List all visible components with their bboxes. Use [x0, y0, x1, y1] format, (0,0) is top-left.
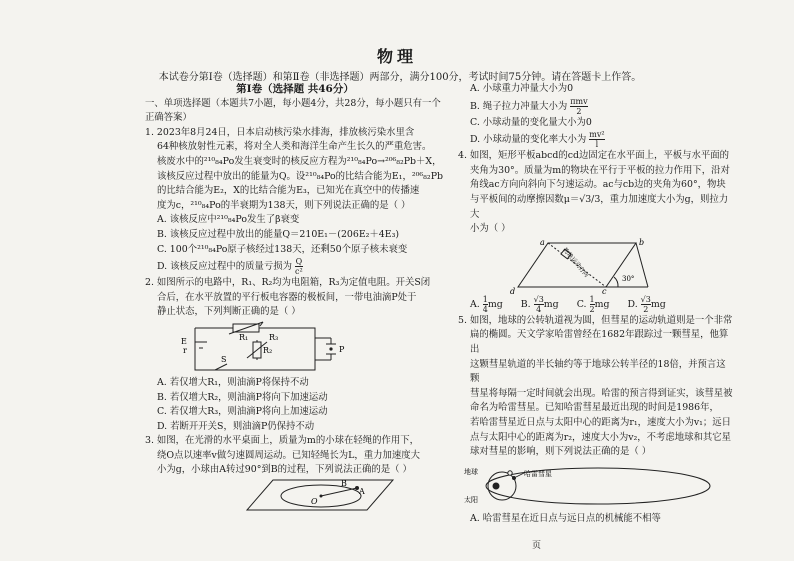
label-earth: 地球 — [464, 467, 478, 476]
q3-option-b — [458, 97, 733, 116]
q1-option-d-fraction — [295, 257, 303, 276]
fraction-denominator: c² — [295, 267, 303, 277]
q4-options-row — [458, 295, 733, 314]
q2-option-a: A. 若仅增大R₁，则油滴P将保持不动 — [157, 376, 309, 388]
q1-option-b: B. 该核反应过程中放出的能量Q＝210E₁－(206E₂＋4E₃) — [157, 228, 400, 240]
label-r1: R₁ — [239, 332, 249, 342]
fraction-numerator: √3 — [640, 294, 651, 304]
question-5 — [458, 314, 733, 527]
q5-option-a: A. 哈雷彗星在近日点与远日点的机械能不相等 — [470, 512, 661, 524]
q4-line: 夹角为30°。质量为m的物块在平行于平板的拉力作用下，沿对 — [470, 164, 730, 176]
q5-line: 这颗彗星轨道的半长轴约等于地球公转半径的18倍，并预言这颗 — [470, 358, 726, 385]
q3-option-d-fraction — [589, 130, 604, 149]
fraction-numerator: 1 — [482, 294, 488, 304]
part1-title: 第Ⅰ卷（选择题 共46分） — [236, 83, 354, 95]
question-4 — [458, 149, 733, 314]
q5-line: 点与太阳中心的距离为r₂，速度大小为v₂，不考虑地球和其它星 — [470, 431, 732, 443]
fraction-numerator: Q — [295, 257, 303, 267]
q3-option-a: A. 小球重力冲量大小为0 — [470, 83, 574, 94]
right-column — [458, 82, 733, 526]
q4-incline-plate-diagram — [458, 237, 733, 295]
q2-option-d: D. 若断开开关S，则油滴P仍保持不动 — [157, 420, 315, 432]
q5-line: 若哈雷彗星近日点与太阳中心的距离为r₁，速度大小为v₁；远日 — [470, 416, 732, 428]
label-comet: 哈雷彗星 — [524, 469, 552, 478]
option-fraction — [641, 295, 651, 314]
label-r2: R₂ — [263, 345, 273, 355]
q5-line: 球对彗星的影响，则下列说法正确的是（ ） — [470, 446, 652, 458]
fraction-denominator: l — [595, 140, 599, 150]
q5-line: 扁的椭圆。天文学家哈雷曾经在1682年跟踪过一颗彗星，他算出 — [470, 329, 729, 355]
label-b: b — [639, 237, 645, 247]
q1-option-c: C. 100个²¹⁰₈₄Po原子核经过138天，还剩50个原子核未衰变 — [157, 243, 408, 255]
question-3 — [145, 434, 445, 512]
option-unit: mg — [594, 298, 610, 310]
label-s: S — [221, 354, 227, 364]
q2-option-b: B. 若仅增大R₂，则油滴P将向下加速运动 — [157, 391, 328, 403]
q4-option-c — [577, 295, 610, 314]
q1-line: 1. 2023年8月24日，日本启动核污染水排海，排放核污染水里含 — [145, 126, 415, 138]
fraction-numerator: mv² — [589, 130, 605, 140]
label-e: E — [181, 336, 187, 346]
q3-line: 绕O点以速率v做匀速圆周运动。已知轻绳长为L，重力加速度大 — [157, 449, 420, 461]
q1-line: 的比结合能为E₂，X的比结合能为E₃，已知光在真空中的传播速 — [157, 185, 420, 197]
q5-line: 命名为哈雷彗星。已知哈雷彗星最近出现的时间是1986年， — [470, 402, 719, 414]
option-letter: D. — [627, 298, 638, 310]
sun-icon — [493, 482, 500, 489]
section-heading: 一、单项选择题（本题共7小题，每小题4分，共28分，每小题只有一个正确答案） — [145, 97, 441, 124]
q3-option-c: C. 小球动量的变化量大小为0 — [470, 116, 592, 128]
q5-line: 彗星将每隔一定时间就会出现。哈雷的预言得到证实，该彗星被 — [470, 387, 733, 399]
motion-direction-label: 物块运动方向 — [561, 246, 590, 279]
q4-line: 角线ac方向向斜向下匀速运动。ac与cb边的夹角为60°，物块 — [470, 179, 726, 191]
q3-option-d — [458, 130, 733, 149]
q1-line: 该核反应过程中放出的能量为Q。设²¹⁰₈₄Po的比结合能为E₁，²⁰⁶₈₂Pb — [157, 170, 444, 182]
option-letter: B. — [520, 298, 531, 310]
fraction-denominator: 2 — [576, 106, 582, 116]
option-letter: C. — [576, 298, 587, 310]
oil-drop-icon — [329, 347, 332, 350]
label-r: r — [183, 345, 187, 355]
q4-option-a — [470, 295, 503, 314]
q3-circular-motion-diagram — [145, 478, 445, 512]
q2-line: 2. 如图所示的电路中，R₁、R₂均为电阻箱，R₃为定值电阻。开关S闭 — [145, 277, 431, 289]
q4-option-d — [628, 295, 666, 314]
label-c: c — [602, 286, 607, 295]
q2-option-c: C. 若仅增大R₃，则油滴P将向上加速运动 — [157, 406, 328, 418]
page-title: 物理 — [376, 47, 417, 66]
page-number: 页 — [532, 541, 542, 551]
fraction-denominator: 2 — [589, 304, 595, 314]
label-a: a — [540, 237, 545, 247]
earth-icon — [508, 470, 512, 474]
fraction-numerator: πmv — [570, 96, 588, 106]
q2-line: 静止状态，下列判断正确的是（ ） — [157, 306, 301, 318]
fraction-numerator: 1 — [589, 294, 595, 304]
fraction-denominator: 4 — [536, 304, 542, 314]
q1-line: 度为c，²¹⁰₈₄Po的半衰期为138天，则下列说法正确的是（ ） — [157, 199, 411, 211]
label-d: d — [510, 286, 516, 295]
q4-line: 4. 如图，矩形平板abcd的cd边固定在水平面上，平板与水平面的 — [458, 150, 730, 162]
q5-orbit-diagram — [458, 460, 733, 512]
question-1 — [145, 126, 445, 276]
q3-option-b-fraction — [570, 97, 587, 116]
q4-line: 小为（ ） — [470, 223, 511, 235]
q3-option-b-text: B. 绳子拉力冲量大小为 — [470, 100, 568, 112]
q4-line: 与平板间的动摩擦因数μ＝√3/3，重力加速度大小为g，则拉力大 — [470, 193, 729, 220]
comet-icon — [512, 476, 516, 480]
option-unit: mg — [487, 298, 503, 310]
fraction-denominator: 2 — [643, 304, 649, 314]
label-a: A — [359, 487, 365, 497]
q1-option-d-text: D. 该核反应过程中的质量亏损为 — [157, 261, 293, 273]
option-fraction — [534, 295, 544, 314]
q1-option-a: A. 该核反应中²¹⁰₈₄Po发生了β衰变 — [157, 214, 300, 226]
q3-line: 小为g，小球由A转过90°到B的过程，下列说法正确的是（ ） — [157, 464, 412, 476]
fraction-numerator: √3 — [533, 294, 544, 304]
q1-line: 64种核放射性元素，将对全人类和海洋生命产生长久的严重危害。 — [157, 141, 432, 153]
q4-option-b — [521, 295, 559, 314]
q2-circuit-diagram — [145, 320, 445, 376]
left-column — [145, 82, 445, 512]
exam-instructions: 本试卷分第Ⅰ卷（选择题）和第Ⅱ卷（非选择题）两部分，满分100分，考试时间75分钟。请在答题卡上作答。 — [158, 72, 642, 83]
label-p: P — [339, 344, 345, 354]
option-letter: A. — [470, 298, 480, 310]
option-unit: mg — [650, 298, 666, 310]
label-sun: 太阳 — [464, 495, 478, 504]
fraction-denominator: 4 — [482, 304, 488, 314]
q5-line: 5. 如图，地球的公转轨道视为圆，但彗星的运动轨道则是一个非常 — [458, 314, 733, 326]
q2-line: 合后，在水平放置的平行板电容器的极板间，一带电油滴P处于 — [157, 291, 417, 303]
label-r3: R₃ — [269, 332, 279, 342]
label-angle: 30° — [622, 274, 635, 283]
label-o: O — [311, 497, 318, 507]
label-b: B — [341, 479, 347, 489]
question-2 — [145, 276, 445, 434]
q3-option-d-text: D. 小球动量的变化率大小为 — [470, 134, 587, 146]
option-unit: mg — [543, 298, 559, 310]
q3-line: 3. 如图，在光滑的水平桌面上，质量为m的小球在轻绳的作用下， — [145, 435, 419, 447]
q1-line: 核废水中的²¹⁰₈₄Po发生衰变时的核反应方程为²¹⁰₈₄Po→²⁰⁶₈₂Pb＋X， — [157, 155, 442, 167]
q1-option-d — [145, 257, 445, 276]
